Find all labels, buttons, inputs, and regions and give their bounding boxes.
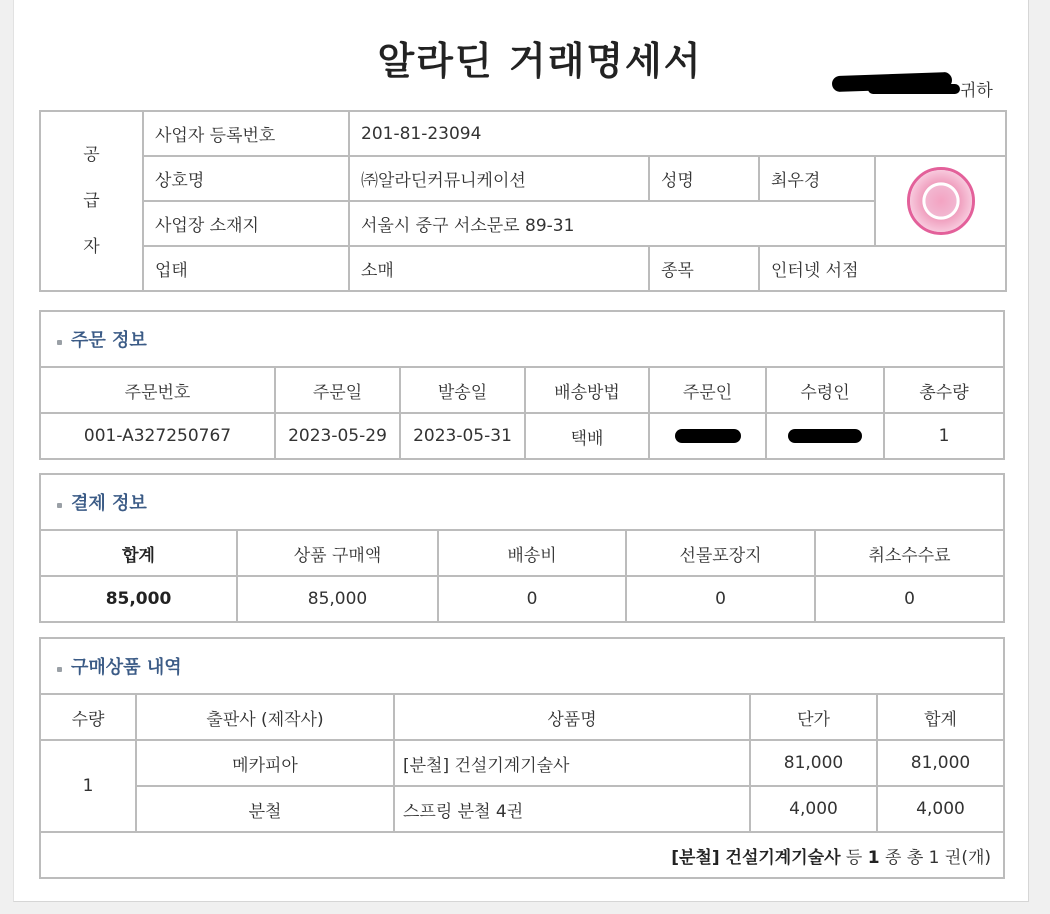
supplier-group-label: 공 급 자 <box>40 111 143 291</box>
total-qty: 1 <box>884 413 1003 458</box>
payment-info-table <box>41 531 1003 621</box>
item-unit-price: 4,000 <box>750 786 877 832</box>
item-name: [분철] 건설기계기술사 <box>394 740 750 786</box>
item-quantity: 1 <box>41 740 136 832</box>
redacted-orderer <box>675 429 741 443</box>
payment-info-title: 결제 정보 <box>71 493 147 514</box>
order-info-header <box>41 312 1003 368</box>
table-header-row <box>41 695 1003 740</box>
total-amount: 85,000 <box>41 576 237 621</box>
col-total-qty: 총수량 <box>884 368 1003 413</box>
product-amount: 85,000 <box>237 576 438 621</box>
col-cancel-fee: 취소수수료 <box>815 531 1003 576</box>
name-value: 최우경 <box>759 156 875 201</box>
col-delivery: 배송방법 <box>525 368 649 413</box>
col-ship-date: 발송일 <box>400 368 525 413</box>
col-order-date: 주문일 <box>275 368 400 413</box>
item-total: 4,000 <box>877 786 1003 832</box>
purchase-summary <box>41 832 1003 877</box>
document-title: 알라딘 거래명세서 <box>377 39 703 83</box>
summary-volumes: 1 <box>928 847 940 868</box>
item-name: 스프링 분철 4권 <box>394 786 750 832</box>
bullet-icon <box>57 340 62 345</box>
purchase-items-section <box>39 637 1005 879</box>
supplier-table <box>39 110 1007 292</box>
col-total: 합계 <box>41 531 237 576</box>
table-row <box>41 413 1003 458</box>
col-line-total: 합계 <box>877 695 1003 740</box>
company-value: ㈜알라딘커뮤니케이션 <box>349 156 649 201</box>
recipient <box>832 70 997 100</box>
ship-date: 2023-05-31 <box>400 413 525 458</box>
col-receiver: 수령인 <box>766 368 884 413</box>
order-info-title: 주문 정보 <box>71 330 147 351</box>
table-header-row <box>41 531 1003 576</box>
seal-cell <box>875 156 1006 246</box>
item-total: 81,000 <box>877 740 1003 786</box>
purchase-items-header <box>41 639 1003 695</box>
item-unit-price: 81,000 <box>750 740 877 786</box>
summary-middle: 등 <box>845 847 863 868</box>
col-product-amount: 상품 구매액 <box>237 531 438 576</box>
order-info-section <box>39 310 1005 460</box>
delivery-method: 택배 <box>525 413 649 458</box>
gift-wrap-fee: 0 <box>626 576 815 621</box>
table-row <box>41 740 1003 786</box>
col-order-no: 주문번호 <box>41 368 275 413</box>
cancel-fee: 0 <box>815 576 1003 621</box>
table-row <box>41 786 1003 832</box>
purchase-summary-row <box>41 832 1003 877</box>
col-orderer: 주문인 <box>649 368 766 413</box>
recipient-suffix: 귀하 <box>960 81 993 101</box>
summary-volumes-unit: 권(개) <box>944 847 991 868</box>
redacted-receiver <box>788 429 862 443</box>
payment-info-section <box>39 473 1005 623</box>
item-publisher: 메카피아 <box>136 740 394 786</box>
orderer-redacted <box>649 413 766 458</box>
category-value: 인터넷 서점 <box>759 246 1006 291</box>
purchase-items-table <box>41 695 1003 877</box>
item-publisher: 분철 <box>136 786 394 832</box>
business-reg-label: 사업자 등록번호 <box>143 111 349 156</box>
order-date: 2023-05-29 <box>275 413 400 458</box>
summary-product: [분철] 건설기계기술사 <box>671 847 841 868</box>
bullet-icon <box>57 667 62 672</box>
category-label: 종목 <box>649 246 759 291</box>
purchase-items-title: 구매상품 내역 <box>71 657 182 678</box>
table-row <box>41 576 1003 621</box>
order-no: 001-A327250767 <box>41 413 275 458</box>
receiver-redacted <box>766 413 884 458</box>
table-header-row <box>41 368 1003 413</box>
payment-info-header <box>41 475 1003 531</box>
bullet-icon <box>57 503 62 508</box>
col-gift-wrap: 선물포장지 <box>626 531 815 576</box>
shipping-fee: 0 <box>438 576 626 621</box>
redacted-recipient-name-stroke <box>868 84 960 94</box>
address-value: 서울시 중구 서소문로 89-31 <box>349 201 875 246</box>
business-reg-value: 201-81-23094 <box>349 111 1006 156</box>
col-quantity: 수량 <box>41 695 136 740</box>
order-info-table <box>41 368 1003 458</box>
company-seal-stamp <box>907 167 975 235</box>
business-type-value: 소매 <box>349 246 649 291</box>
company-label: 상호명 <box>143 156 349 201</box>
name-label: 성명 <box>649 156 759 201</box>
summary-kinds-count: 1 <box>867 847 880 868</box>
summary-kinds-unit: 종 총 <box>885 847 924 868</box>
col-shipping-fee: 배송비 <box>438 531 626 576</box>
col-publisher: 출판사 (제작사) <box>136 695 394 740</box>
col-unit-price: 단가 <box>750 695 877 740</box>
address-label: 사업장 소재지 <box>143 201 349 246</box>
business-type-label: 업태 <box>143 246 349 291</box>
col-product-name: 상품명 <box>394 695 750 740</box>
